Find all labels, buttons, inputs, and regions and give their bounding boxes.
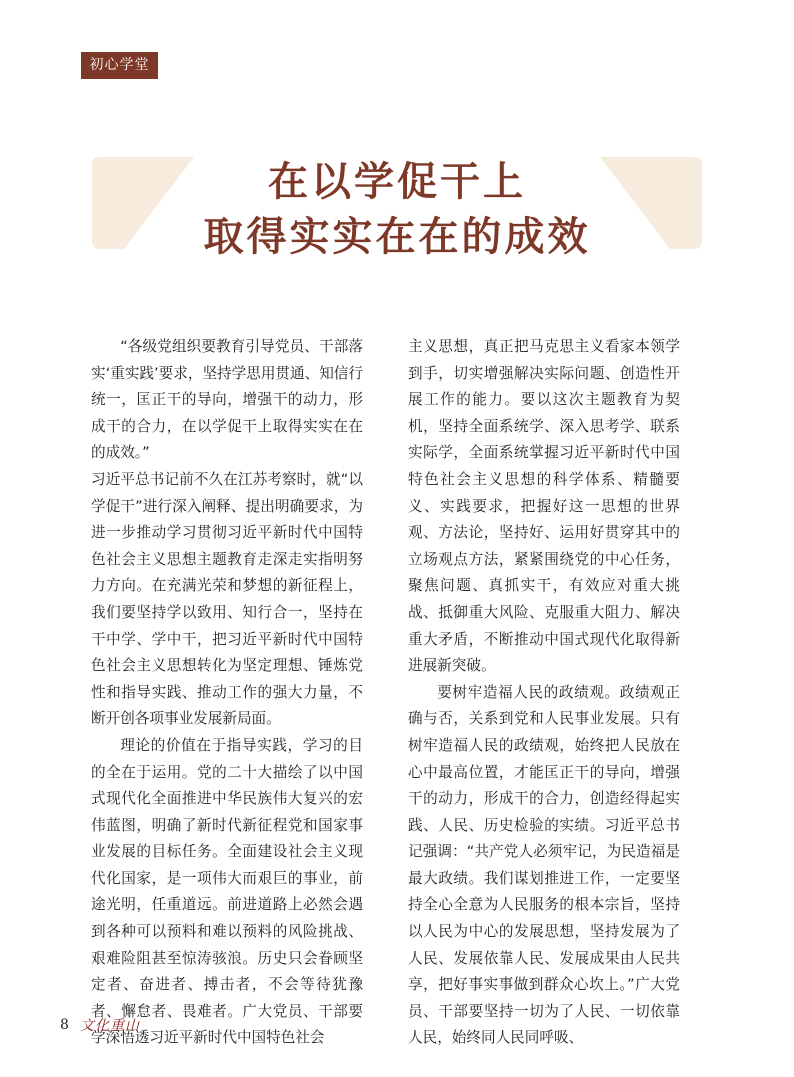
- paragraph: “各级党组织要教育引导党员、干部落实‘重实践’要求，坚持学思用贯通、知信行统一，匡正干的导向，增强干的动力，形成干的合力，在以学促干上取得实实在在的成效。”: [91, 338, 363, 462]
- article-title-line-2: 取得实实在在的成效: [203, 214, 591, 260]
- article-right-column: [408, 334, 680, 1052]
- paragraph: 理论的价值在于指导实践，学习的目的全在于运用。党的二十大描绘了以中国式现代化全面推进中华民族伟大复兴的宏伟蓝图，明确了新时代新征程党和国家事业发展的目标任务。全面建设社会主义现代化国家，是一项伟大而艰巨的事业，前途光明，任重道远。前进道路上必然会遇到各种可以预料和难以预料的风险挑战、艰难险阻甚至惊涛骇浪。历史只会眷顾坚定者、奋进者、搏击者，不会等待犹豫者、懈怠者、畏难者。广大党员、干部要学深悟透习近平新时代中国特色社会: [91, 736, 363, 1047]
- article-title-line-1: 在以学促干上: [268, 159, 526, 205]
- paragraph: 习近平总书记前不久在江苏考察时，就“以学促干”进行深入阐释、提出明确要求，为进一步推动学习贯彻习近平新时代中国特色社会主义思想主题教育走深走实指明努力方向。在充满光荣和梦想的新征程上，我们要坚持学以致用、知行合一，坚持在干中学、学中干，把习近平新时代中国特色社会主义思想转化为坚定理想、锤炼党性和指导实践、推动工作的强大力量，不断开创各项事业发展新局面。: [91, 470, 363, 728]
- paragraph: 主义思想，真正把马克思主义看家本领学到手，切实增强解决实际问题、创造性开展工作的能力。要以这次主题教育为契机，坚持全面系统学、深入思考学、联系实际学，全面系统掌握习近平新时代中国特色社会主义思想的科学体系、精髓要义、实践要求，把握好这一思想的世界观、方法论，坚持好、运用好贯穿其中的立场观点方法，紧紧围绕党的中心任务，聚焦问题、真抓实干，有效应对重大挑战、抵御重大风险、克服重大阻力、解决重大矛盾，不断推动中国式现代化取得新进展新突破。: [408, 338, 680, 675]
- paragraph: 要树牢造福人民的政绩观。政绩观正确与否，关系到党和人民事业发展。只有树牢造福人民的政绩观，始终把人民放在心中最高位置，才能匡正干的导向，增强干的动力，形成干的合力，创造经得起实践、人民、历史检验的实绩。习近平总书记强调：“共产党人必须牢记，为民造福是最大政绩。我们谋划推进工作，一定要坚持全心全意为人民服务的根本宗旨，坚持以人民为中心的发展思想，坚持发展为了人民、发展依靠人民、发展成果由人民共享，把好事实事做到群众心坎上。”广大党员、干部要坚持一切为了人民、一切依靠人民，始终同人民同呼吸、: [408, 683, 680, 1047]
- section-tag: 初心学堂: [81, 52, 158, 79]
- page-number: 8: [60, 1017, 69, 1033]
- magazine-logo: 文化重山: [80, 1018, 140, 1034]
- article-left-column: [91, 334, 363, 1052]
